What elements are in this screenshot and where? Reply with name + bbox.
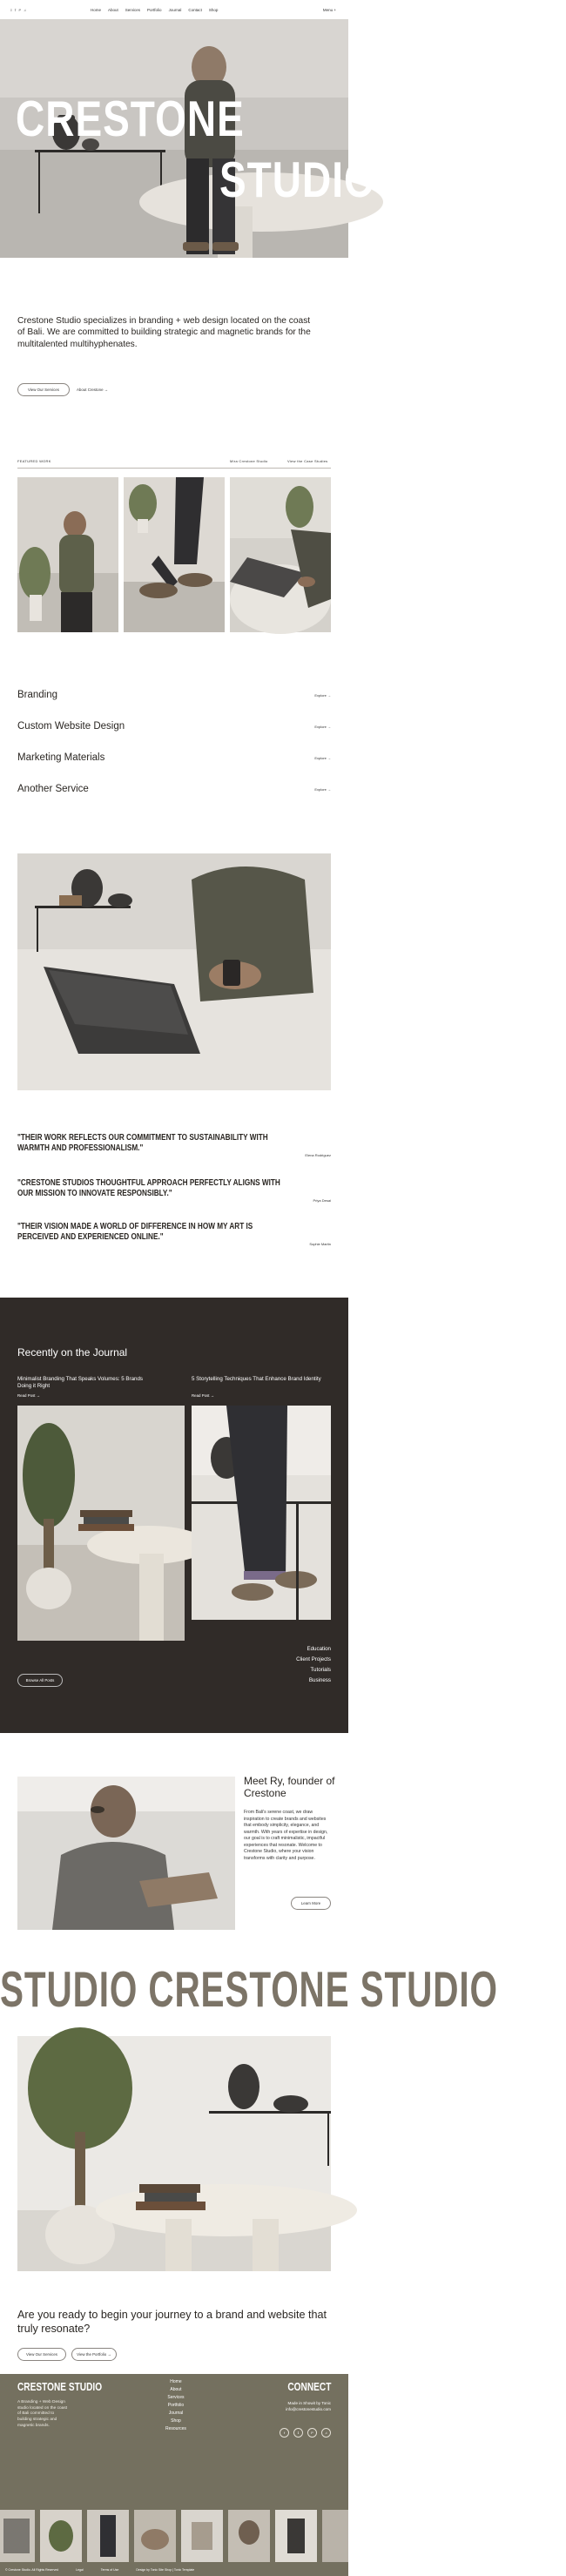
featured-divider (17, 468, 331, 469)
facebook-icon[interactable]: f (280, 2428, 289, 2438)
marquee-text: STUDIO CRESTONE STUDIO (0, 1960, 498, 2018)
service-row[interactable] (17, 690, 331, 707)
footer-description: A Branding + Web Design studio located on the coast of Bali committed to building strategic and magnetic brands. (17, 2400, 68, 2428)
hero-title-crestone: CRESTONE (16, 90, 245, 147)
footer-brand[interactable]: CRESTONE STUDIO (17, 2381, 103, 2394)
service-row[interactable] (17, 721, 331, 738)
footer-credit-link[interactable]: Design by Tonic Site Shop | Tonic Template (136, 2568, 195, 2572)
nav-journal[interactable]: Journal (168, 8, 182, 12)
service-name: Another Service (17, 784, 89, 794)
footer-link-home[interactable]: Home (170, 2379, 182, 2384)
pinterest-icon[interactable]: P (18, 7, 22, 12)
facebook-icon[interactable]: 𝕗 (14, 7, 17, 12)
footer-copyright: © Crestone Studio. All Rights Reserved (5, 2568, 59, 2572)
footer-bottom-bar (0, 2564, 348, 2576)
footer-connect-heading: CONNECT (286, 2381, 331, 2394)
intro-text: Crestone Studio specializes in branding + web design located on the coast of Bali. We are committed to building strategic and magnetic brands for the multitalented multihyphenates. (17, 316, 311, 349)
browse-all-posts-button[interactable]: Browse All Posts (17, 1674, 63, 1687)
service-name: Branding (17, 690, 58, 700)
service-name: Marketing Materials (17, 752, 105, 763)
founder-title: Meet Ry, founder of Crestone (244, 1775, 335, 1800)
testimonial-author: Elena Rodriguez (305, 1153, 331, 1157)
testimonial-author: Priya Desai (313, 1198, 331, 1203)
cta-view-services-button[interactable]: View Our Services (17, 2348, 66, 2361)
footer (0, 2374, 348, 2576)
laptop-photo (17, 853, 331, 1090)
cta-heading: Are you ready to begin your journey to a brand and website that truly resonate? (17, 2309, 327, 2336)
footer-link-services[interactable]: Services (167, 2395, 185, 2400)
footer-contact (286, 2400, 331, 2412)
footer-links (165, 2379, 186, 2431)
journal-category-education[interactable]: Education (307, 1646, 331, 1652)
founder-bio: From Bali's serene coast, we draw inspiration to create brands and websites that embody simplicity, elegance, and warmth. With years of expertise in design, our goal is to craft minimalistic, impactful experiences that resonate. Welcome to Crestone Studio, where your vision transforms with clarity and purpose. (244, 1810, 328, 1861)
journal-category-tutorials[interactable]: Tutorials (310, 1667, 331, 1673)
journal-post-title[interactable]: Minimalist Branding That Speaks Volumes: 5 Brands Doing it Right (17, 1376, 143, 1390)
footer-legal-link[interactable]: Legal (76, 2568, 84, 2572)
nav-shop[interactable]: Shop (208, 8, 219, 12)
read-post-link[interactable]: Read Post → (192, 1393, 215, 1398)
service-row[interactable] (17, 784, 331, 801)
menu-toggle-button[interactable]: Menu + (322, 8, 336, 12)
main-menu (91, 8, 218, 12)
service-row[interactable] (17, 752, 331, 770)
service-name: Custom Website Design (17, 721, 125, 732)
journal-title: Recently on the Journal (17, 1346, 128, 1359)
interior-photo (17, 2036, 331, 2271)
testimonial-author: Sophie Martin (309, 1242, 331, 1246)
hero-title-studio: STUDIO (219, 151, 376, 208)
testimonial-quote: "THEIR VISION MADE A WORLD OF DIFFERENCE IN HOW MY ART IS PERCEIVED AND EXPERIENCED ONLINE." (17, 1222, 253, 1242)
nav-social-icons (10, 8, 26, 12)
instagram-icon[interactable]: 𝕀 (10, 7, 12, 12)
journal-photo-2[interactable] (192, 1406, 331, 1620)
nav-home[interactable]: Home (91, 8, 102, 12)
footer-link-about[interactable]: About (170, 2387, 182, 2392)
founder-photo (17, 1777, 235, 1930)
footer-email-link[interactable]: info@crestonestudio.com (286, 2407, 331, 2412)
journal-category-business[interactable]: Business (308, 1677, 331, 1683)
journal-category-client-projects[interactable]: Client Projects (296, 1656, 331, 1662)
footer-photo-strip (0, 2510, 348, 2562)
learn-more-button[interactable]: Learn More (291, 1897, 331, 1910)
footer-social-icons (280, 2428, 331, 2438)
featured-work-label: FEATURED WORK (17, 459, 51, 463)
nav-portfolio[interactable]: Portfolio (147, 8, 162, 12)
nav-services[interactable]: Services (125, 8, 141, 12)
footer-link-journal[interactable]: Journal (168, 2411, 184, 2416)
view-services-button[interactable]: View Our Services (17, 383, 70, 396)
footer-link-resources[interactable]: Resources (165, 2426, 186, 2431)
footer-contact-line: Made in Showit by Tonic (287, 2401, 331, 2405)
journal-post-title[interactable]: 5 Storytelling Techniques That Enhance Brand Identity (192, 1376, 321, 1382)
service-explore-link[interactable]: Explore → (314, 787, 331, 792)
featured-photo-2[interactable] (124, 477, 225, 632)
service-explore-link[interactable]: Explore → (314, 756, 331, 760)
pinterest-icon[interactable]: P (307, 2428, 317, 2438)
cta-view-portfolio-button[interactable]: View the Portfolio → (71, 2348, 117, 2361)
journal-section (0, 1298, 348, 1733)
service-explore-link[interactable]: Explore → (314, 693, 331, 698)
hero-section (0, 19, 376, 258)
tiktok-icon[interactable]: ♫ (24, 7, 27, 12)
about-crestone-link[interactable]: About Crestone → (77, 388, 109, 392)
nav-contact[interactable]: Contact (188, 8, 202, 12)
tiktok-icon[interactable]: ♫ (321, 2428, 331, 2438)
testimonial-quote: "THEIR WORK REFLECTS OUR COMMITMENT TO SUSTAINABILITY WITH WARMTH AND PROFESSIONALISM." (17, 1133, 268, 1153)
view-case-studies-link[interactable]: View the Case Studies (287, 459, 328, 463)
featured-photo-3[interactable] (230, 477, 331, 632)
instagram-icon[interactable]: 𝕀 (293, 2428, 303, 2438)
brand-marquee (0, 1959, 498, 2018)
featured-photo-1[interactable] (17, 477, 118, 632)
footer-link-portfolio[interactable]: Portfolio (167, 2403, 185, 2408)
featured-link-left[interactable]: Mira Crestone Studio (230, 459, 268, 463)
footer-link-shop[interactable]: Shop (171, 2418, 181, 2424)
footer-terms-link[interactable]: Terms of Use (100, 2568, 119, 2572)
top-navigation (0, 0, 348, 19)
testimonial-quote: "CRESTONE STUDIOS THOUGHTFUL APPROACH PERFECTLY ALIGNS WITH OUR MISSION TO INNOVATE RESPONSIBLY." (17, 1178, 280, 1198)
read-post-link[interactable]: Read Post → (17, 1393, 41, 1398)
journal-photo-1[interactable] (17, 1406, 185, 1641)
nav-about[interactable]: About (108, 8, 118, 12)
service-explore-link[interactable]: Explore → (314, 725, 331, 729)
